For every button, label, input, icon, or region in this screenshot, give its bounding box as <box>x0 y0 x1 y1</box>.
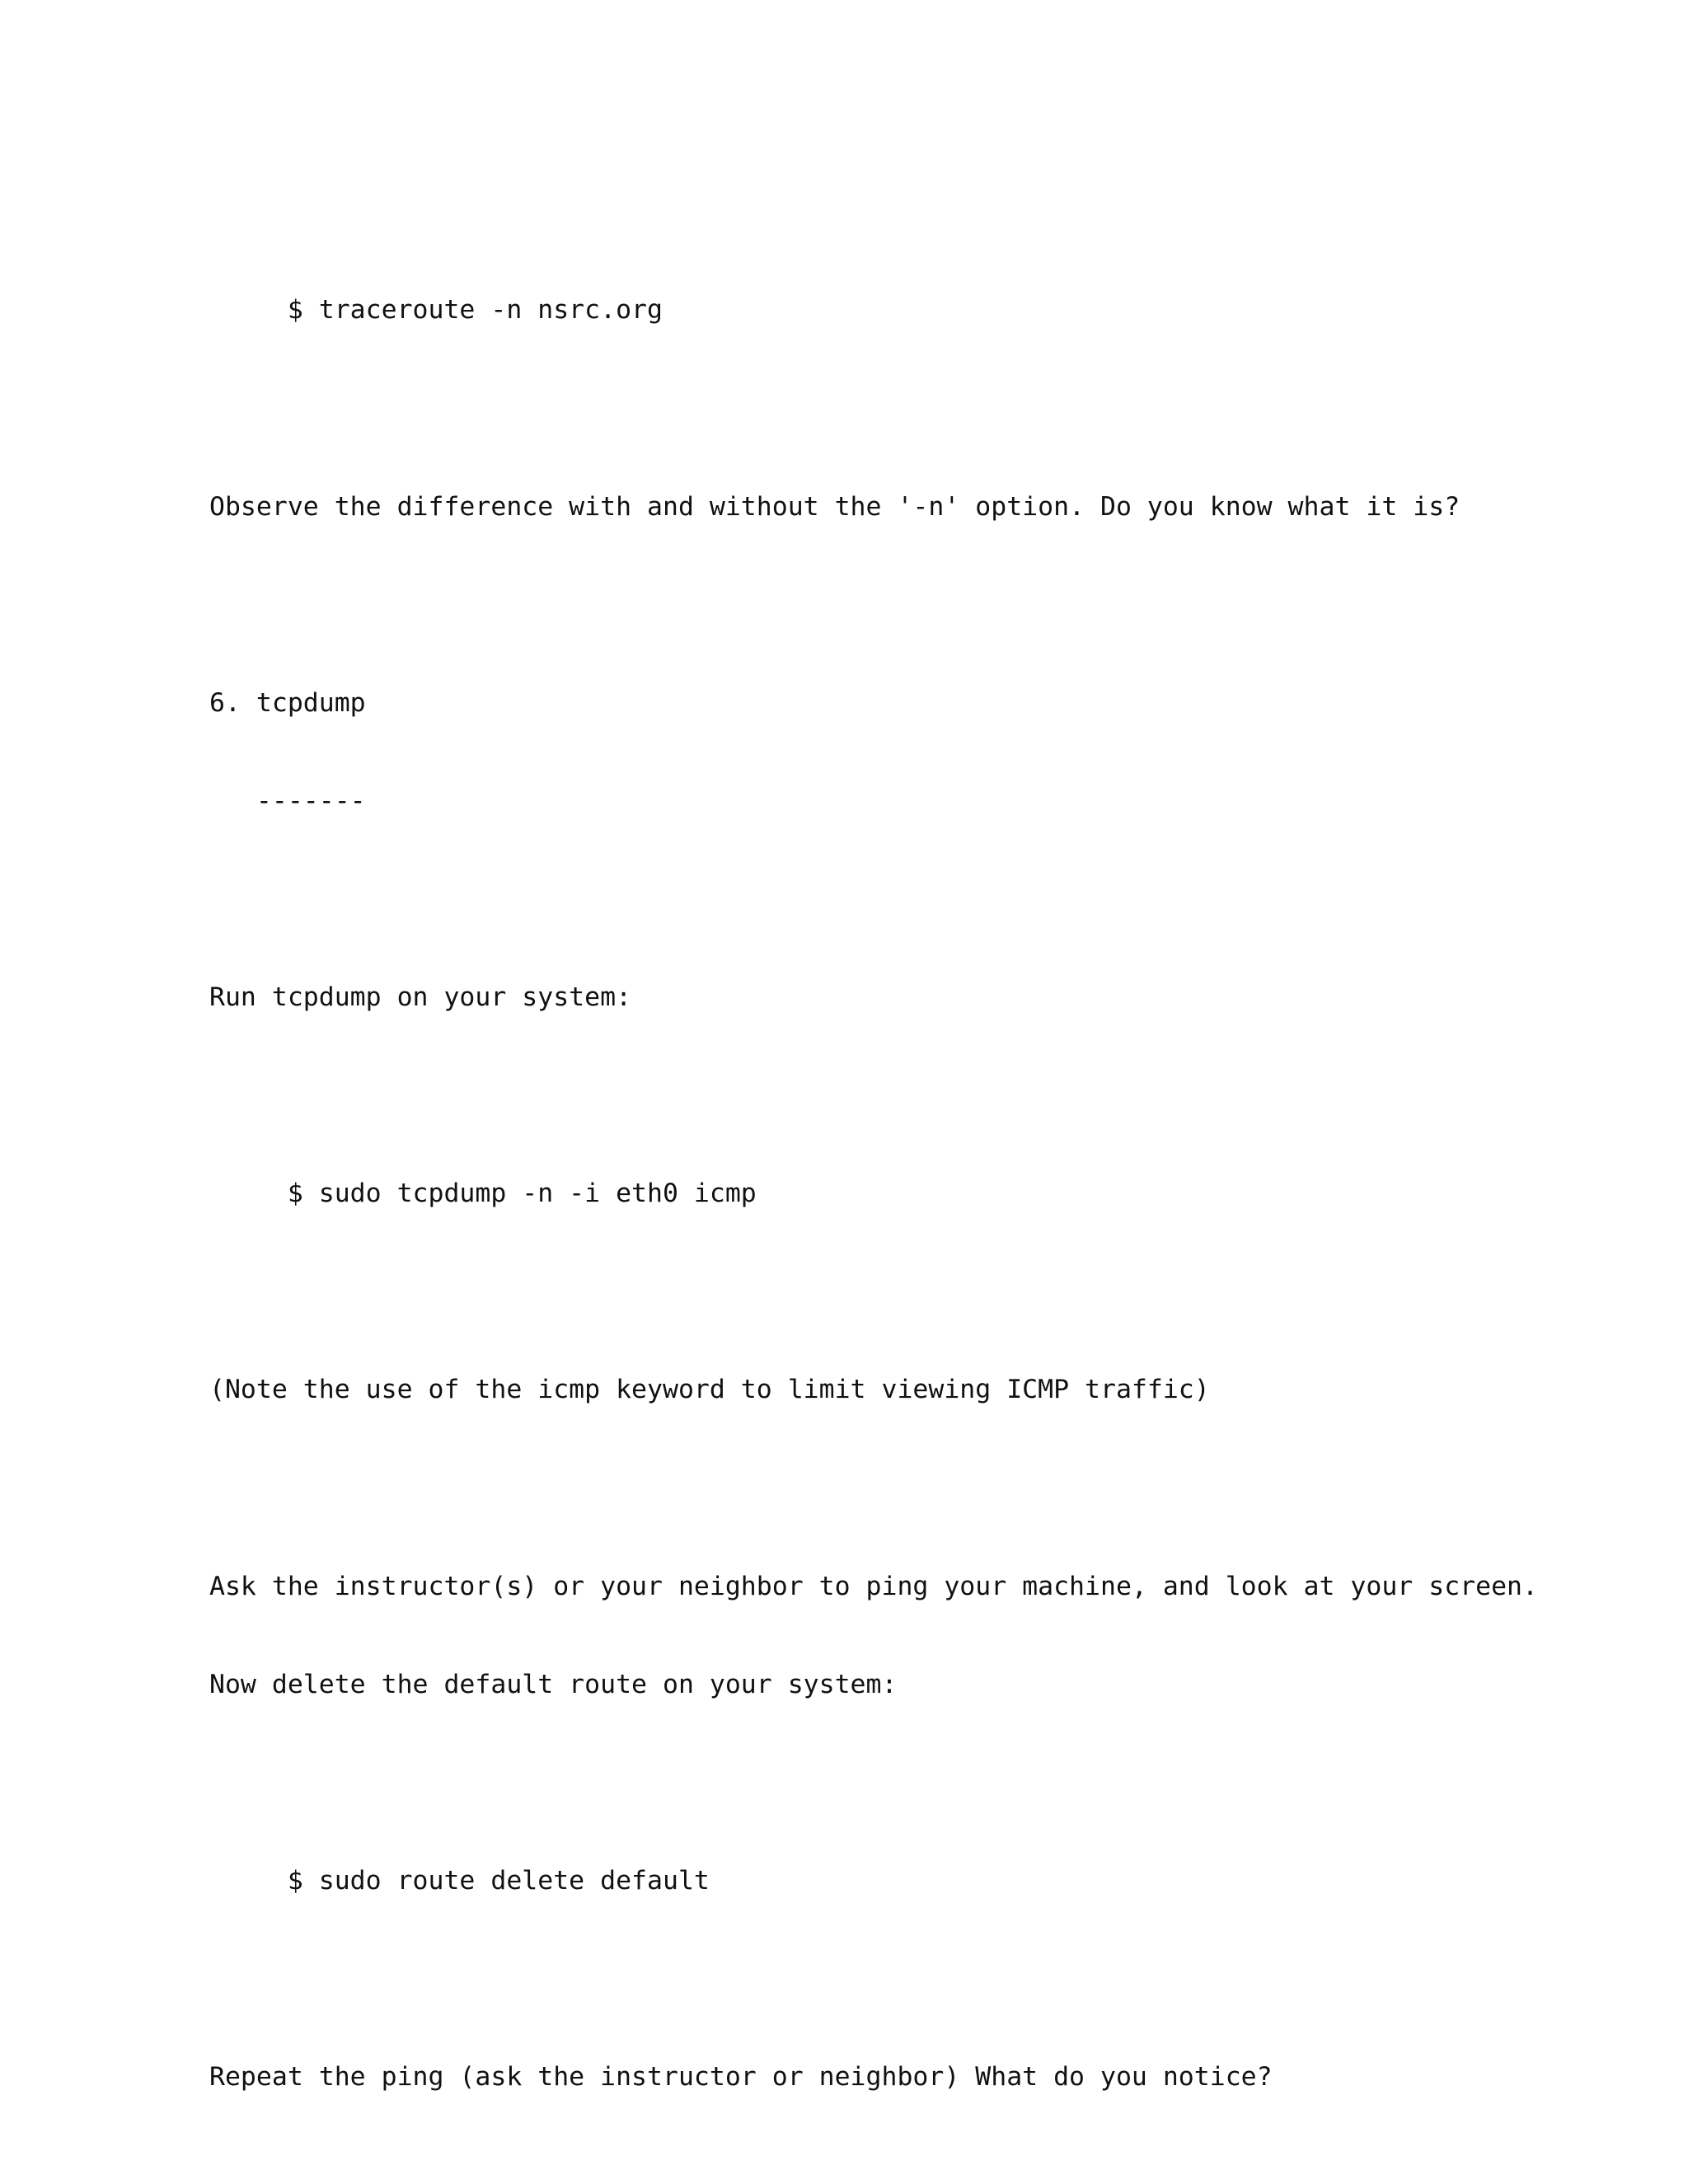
paragraph-delete-route: Now delete the default route on your system: <box>209 1669 898 1699</box>
paragraph-run-tcpdump: Run tcpdump on your system: <box>209 982 632 1013</box>
paragraph-ask-instructor: Ask the instructor(s) or your neighbor to ping your machine, and look at your screen. <box>209 1571 1538 1601</box>
blank-line <box>209 589 1611 622</box>
blank-line <box>209 1276 1611 1309</box>
blank-line <box>209 1767 1611 1800</box>
blank-line <box>209 1473 1611 1506</box>
section-heading-underline: ------- <box>209 785 366 816</box>
paragraph-note: (Note the use of the icmp keyword to limit viewing ICMP traffic) <box>209 1375 1210 1405</box>
blank-line <box>209 393 1611 426</box>
paragraph-observe: Observe the difference with and without the '-n' option. Do you know what it is? <box>209 491 1461 522</box>
section-heading: 6. tcpdump <box>209 687 366 718</box>
paragraph-repeat-ping: Repeat the ping (ask the instructor or neighbor) What do you notice? <box>209 2062 1273 2093</box>
command-traceroute: $ traceroute -n nsrc.org <box>209 295 663 326</box>
document-body <box>209 229 1611 2159</box>
blank-line <box>209 883 1611 916</box>
blank-line <box>209 1963 1611 1996</box>
command-route-delete: $ sudo route delete default <box>209 1865 710 1896</box>
command-tcpdump: $ sudo tcpdump -n -i eth0 icmp <box>209 1179 757 1209</box>
blank-line <box>209 1080 1611 1113</box>
